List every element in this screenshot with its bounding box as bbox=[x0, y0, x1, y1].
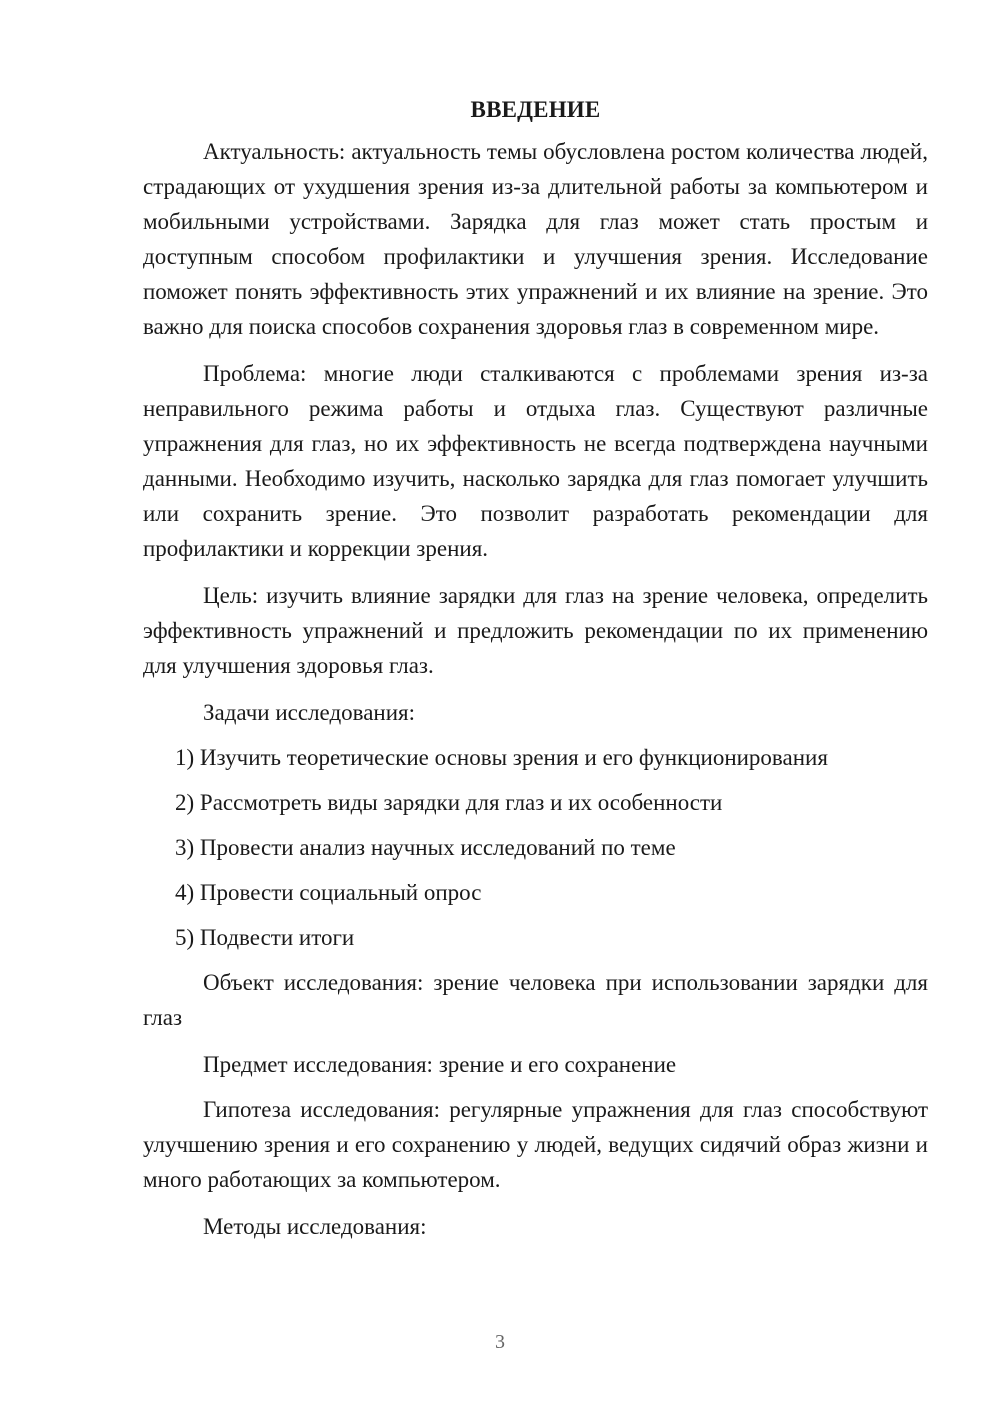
problem-paragraph: Проблема: многие люди сталкиваются с проблемами зрения из-за неправильного режима работы и отдыха глаз. Существуют различные упражнения для глаз, но их эффективность не всегда подтверждена научными данными. Необходимо изучить, насколько зарядка для глаз помогает улучшить или сохранить зрение. Это позволит разработать рекомендации для профилактики и коррекции зрения. bbox=[143, 361, 928, 561]
goal-paragraph: Цель: изучить влияние зарядки для глаз на зрение человека, определить эффективность упражнений и предложить рекомендации по их применению для улучшения здоровья глаз. bbox=[143, 583, 928, 678]
section-title: ВВЕДЕНИЕ bbox=[470, 97, 601, 122]
object-paragraph: Объект исследования: зрение человека при использовании зарядки для глаз bbox=[143, 970, 928, 1030]
task-item-4: 4) Провести социальный опрос bbox=[175, 880, 482, 905]
page-number: 3 bbox=[495, 1331, 505, 1353]
subject-paragraph: Предмет исследования: зрение и его сохранение bbox=[203, 1052, 677, 1077]
task-item-3: 3) Провести анализ научных исследований по теме bbox=[175, 835, 676, 860]
document-page bbox=[143, 92, 928, 1244]
hypothesis-paragraph: Гипотеза исследования: регулярные упражнения для глаз способствуют улучшению зрения и его сохранению у людей, ведущих сидячий образ жизни и много работающих за компьютером. bbox=[143, 1097, 928, 1192]
task-item-1: 1) Изучить теоретические основы зрения и его функционирования bbox=[175, 745, 828, 770]
relevance-paragraph: Актуальность: актуальность темы обусловлена ростом количества людей, страдающих от ухудшения зрения из-за длительной работы за компьютером и мобильными устройствами. Зарядка для глаз может стать простым и доступным способом профилактики и улучшения зрения. Исследование поможет понять эффективность этих упражнений и их влияние на зрение. Это важно для поиска способов сохранения здоровья глаз в современном мире. bbox=[143, 139, 928, 339]
task-item-2: 2) Рассмотреть виды зарядки для глаз и их особенности bbox=[175, 790, 723, 815]
tasks-list bbox=[143, 740, 928, 955]
methods-heading: Методы исследования: bbox=[203, 1214, 427, 1239]
task-item-5: 5) Подвести итоги bbox=[175, 925, 355, 950]
tasks-heading: Задачи исследования: bbox=[203, 700, 416, 725]
